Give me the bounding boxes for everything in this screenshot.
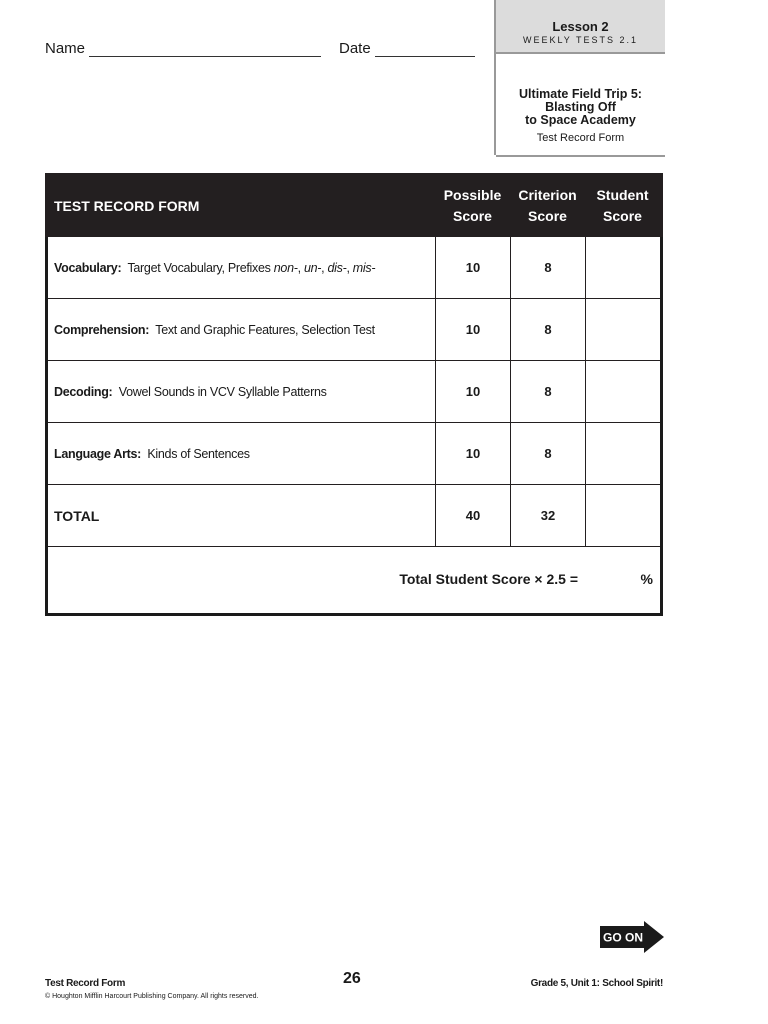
criterion-score-header xyxy=(510,185,585,227)
go-on-arrow xyxy=(600,921,664,953)
prefix: non- xyxy=(273,261,298,275)
criterion-score-cell: 8 xyxy=(510,423,585,484)
row-desc-text: Kinds of Sentences xyxy=(147,447,250,461)
total-label: TOTAL xyxy=(54,508,100,524)
table-row xyxy=(48,237,660,299)
total-possible-cell: 40 xyxy=(435,485,510,546)
date-label: Date xyxy=(339,40,371,57)
criterion-header-line-2: Score xyxy=(528,208,567,224)
student-score-cell[interactable] xyxy=(585,237,660,298)
student-score-cell[interactable] xyxy=(585,299,660,360)
test-record-table xyxy=(45,173,663,616)
row-desc-text: Vowel Sounds in VCV Syllable Patterns xyxy=(118,385,327,399)
selection-title-line-2: Blasting Off xyxy=(545,100,616,114)
lesson-box xyxy=(494,0,665,155)
page-number: 26 xyxy=(343,970,361,987)
name-line[interactable] xyxy=(89,42,321,57)
date-line[interactable] xyxy=(375,42,475,57)
student-header-line-2: Score xyxy=(603,208,642,224)
possible-score-cell: 10 xyxy=(435,361,510,422)
student-header-line-1: Student xyxy=(596,187,649,203)
selection-title-line-3: to Space Academy xyxy=(525,113,636,127)
prefix: mis- xyxy=(352,261,376,275)
table-header xyxy=(45,173,663,237)
lesson-body xyxy=(496,54,665,157)
row-category: Decoding: xyxy=(54,385,113,399)
possible-header-line-2: Score xyxy=(453,208,492,224)
selection-title xyxy=(496,54,665,127)
total-row xyxy=(48,485,660,547)
row-description xyxy=(54,423,250,485)
total-criterion-cell: 32 xyxy=(510,485,585,546)
form-name: Test Record Form xyxy=(536,132,625,144)
lesson-subtitle: WEEKLY TESTS 2.1 xyxy=(522,35,639,45)
lesson-title: Lesson 2 xyxy=(552,19,609,34)
row-desc-text: Text and Graphic Features, Selection Test xyxy=(155,323,375,337)
date-field[interactable] xyxy=(339,40,475,57)
table-row xyxy=(48,423,660,485)
footer-form-name: Test Record Form xyxy=(45,978,126,989)
selection-title-line-1: Ultimate Field Trip 5: xyxy=(519,87,642,101)
row-desc-text: Target Vocabulary, Prefixes xyxy=(127,261,274,275)
arrow-right-icon xyxy=(600,921,664,953)
prefix: un- xyxy=(303,261,322,275)
possible-score-cell: 10 xyxy=(435,423,510,484)
total-student-cell[interactable] xyxy=(585,485,660,546)
prefix: dis- xyxy=(327,261,347,275)
student-score-cell[interactable] xyxy=(585,361,660,422)
criterion-header-line-1: Criterion xyxy=(518,187,577,203)
table-row xyxy=(48,299,660,361)
student-score-header xyxy=(585,185,660,227)
row-category: Comprehension: xyxy=(54,323,150,337)
row-category: Vocabulary: xyxy=(54,261,122,275)
criterion-score-cell: 8 xyxy=(510,361,585,422)
final-score-row xyxy=(48,549,660,610)
possible-score-header xyxy=(435,185,510,227)
row-description xyxy=(54,361,327,423)
student-score-cell[interactable] xyxy=(585,423,660,484)
lesson-header xyxy=(496,0,665,54)
possible-score-cell: 10 xyxy=(435,299,510,360)
row-description xyxy=(54,299,375,361)
row-category: Language Arts: xyxy=(54,447,142,461)
name-label: Name xyxy=(45,40,86,57)
final-score-label: Total Student Score × 2.5 = xyxy=(399,571,578,587)
possible-header-line-1: Possible xyxy=(443,187,502,203)
name-field[interactable] xyxy=(45,40,321,57)
table-title: TEST RECORD FORM xyxy=(54,198,200,214)
percent-sign: % xyxy=(640,571,653,587)
footer-grade-unit: Grade 5, Unit 1: School Spirit! xyxy=(530,978,663,989)
criterion-score-cell: 8 xyxy=(510,299,585,360)
table-row xyxy=(48,361,660,423)
row-description: Vocabulary: Target Vocabulary, Prefixes non-, un-, dis-, mis- xyxy=(54,261,376,275)
copyright-notice: © Houghton Mifflin Harcourt Publishing Company. All rights reserved. xyxy=(45,993,259,1000)
possible-score-cell: 10 xyxy=(435,237,510,298)
go-on-label: GO ON xyxy=(603,930,644,945)
criterion-score-cell: 8 xyxy=(510,237,585,298)
